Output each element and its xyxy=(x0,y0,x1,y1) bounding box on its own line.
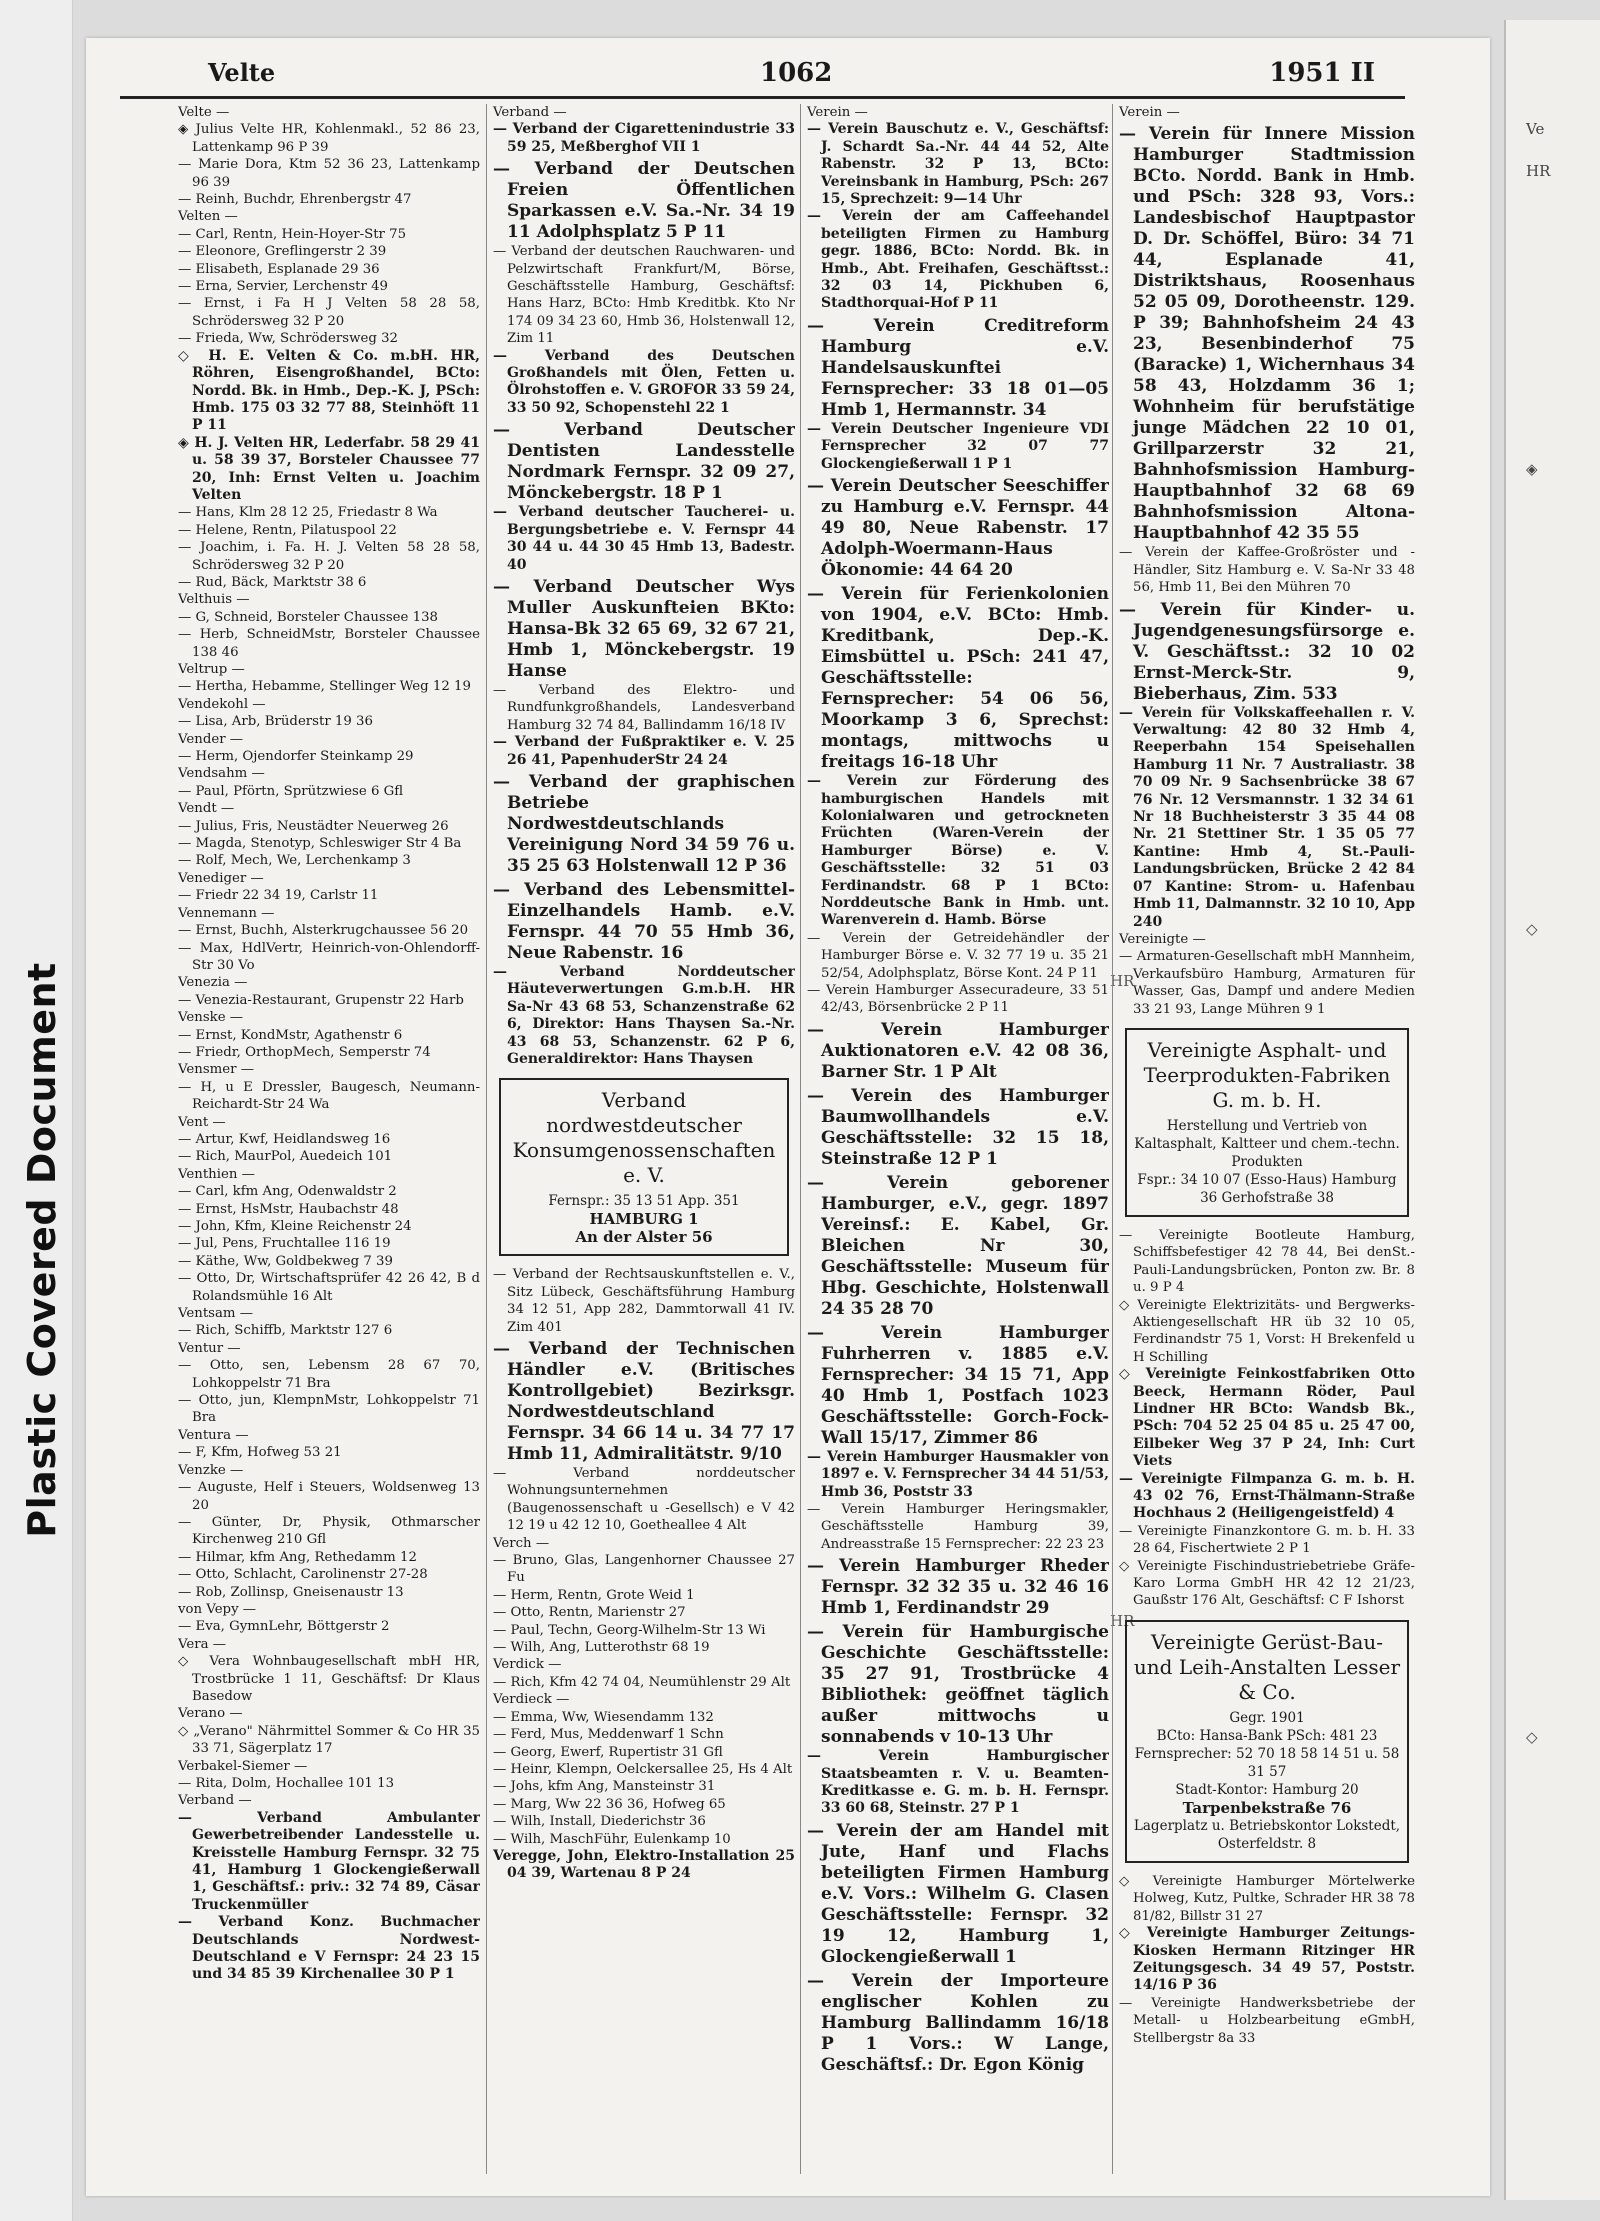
directory-entry: — G, Schneid, Borsteler Chaussee 138 xyxy=(178,609,438,625)
directory-entry: ◇ Vereinigte Hamburger Zeitungs-Kiosken Hermann Ritzinger HR Zeitungsgesch. 34 49 57, Poststr. 14/16 P 36 xyxy=(1119,1925,1415,1994)
directory-entry: — Rita, Dolm, Hochallee 101 13 xyxy=(178,1776,395,1791)
surname-heading: Vendt — xyxy=(178,801,235,817)
surname-heading: Ventsam — xyxy=(178,1306,254,1322)
surname-heading: von Vepy — xyxy=(178,1601,257,1617)
directory-entry: — H, u E Dressler, Baugesch, Neumann-Reichardt-Str 24 Wa xyxy=(178,1079,480,1113)
next-page-margin-mark: ◇ xyxy=(1526,920,1538,938)
directory-entry: — Otto, Schlacht, Carolinenstr 27-28 xyxy=(178,1567,428,1583)
directory-entry: — Wilh, Ang, Lutterothstr 68 19 xyxy=(493,1640,710,1656)
directory-entry: ◇ Vera Wohnbaugesellschaft mbH HR, Trostbrücke 1 11, Geschäftsf: Dr Klaus Basedow xyxy=(178,1654,480,1704)
directory-entry: — Johs, kfm Ang, Mansteinstr 31 xyxy=(493,1779,716,1795)
directory-entry: — Verein der Getreidehändler der Hamburger Börse e. V. 32 77 19 u. 35 21 52/54, Adolphsplatz, Börse Kont. 24 P 11 xyxy=(807,930,1109,981)
directory-entry: — Joachim, i. Fa. H. J. Velten 58 28 58, Schrödersweg 32 P 20 xyxy=(178,540,480,573)
directory-entry: — Verein Hamburger Assecuradeure, 33 51 42/43, Börsenbrücke 2 P 11 xyxy=(807,982,1109,1016)
directory-entry: — Verein für Volkskaffeehallen r. V. Verwaltung: 42 80 32 Hmb 4, Reeperbahn 154 Speisehallen Hamburg 11 Nr. 7 Australiastr. 38 70 09 Nr. 9 Sachsenbrücke 38 67 76 Nr. 12 Versmannstr. 1 32 34 61 Nr 18 Buchheisterstr 3 35 44 08 Nr. 21 Stettiner Str. 1 35 05 77 Kantine: Hmb 4, St.-Pauli-Landungsbrücken, Brücke 2 42 84 07 Kantine: Strom- u. Hafenbau Hmb 11, Dalmannstr. 32 10 10, App 240 xyxy=(1119,704,1415,930)
directory-entry: — Verein Deutscher Seeschiffer zu Hamburg e.V. Fernspr. 44 49 80, Neue Rabenstr. 17 Adolph-Woermann-Haus Ökonomie: 44 64 20 xyxy=(807,476,1109,581)
surname-heading: Ventura — xyxy=(178,1427,249,1443)
surname-heading: Vendekohl — xyxy=(178,696,266,712)
surname-heading: Venthien — xyxy=(178,1166,255,1182)
surname-heading: Verano — xyxy=(178,1706,243,1722)
directory-entry: — Vereinigte Handwerksbetriebe der Metall- u Holzbearbeitung eGmbH, Stellbergstr 8a 33 xyxy=(1119,1995,1415,2046)
directory-entry: — Wilh, MaschFühr, Eulenkamp 10 xyxy=(493,1831,731,1847)
directory-entry: ◇ Vereinigte Hamburger Mörtelwerke Holweg, Kutz, Pultke, Schrader HR 38 78 81/82, Billstr 31 27 xyxy=(1119,1873,1415,1924)
column-3 xyxy=(800,104,1109,2174)
directory-entry: — Rich, Schiffb, Marktstr 127 6 xyxy=(178,1323,393,1339)
directory-entry: — John, Kfm, Kleine Reichenstr 24 xyxy=(178,1219,412,1234)
directory-entry: — Paul, Techn, Georg-Wilhelm-Str 13 Wi xyxy=(493,1622,766,1638)
directory-entry: — Venezia-Restaurant, Grupenstr 22 Harb xyxy=(178,992,464,1008)
directory-entry: — Friedr 22 34 19, Carlstr 11 xyxy=(178,888,379,904)
advertisement-box xyxy=(1125,1028,1409,1217)
next-page-margin-mark: ◇ xyxy=(1526,1728,1538,1746)
directory-entry: — Vereinigte Bootleute Hamburg, Schiffsbefestiger 42 78 44, Bei denSt.-Pauli-Landungsbrücken, Ponton zw. Br. 8 u. 9 P 4 xyxy=(1119,1227,1415,1296)
directory-entry: — Rud, Bäck, Marktstr 38 6 xyxy=(178,574,367,590)
directory-entry: — Ernst, Buchh, Alsterkrugchaussee 56 20 xyxy=(178,923,469,939)
directory-entry: — Marie Dora, Ktm 52 36 23, Lattenkamp 96 39 xyxy=(178,157,480,190)
directory-entry: — Julius, Fris, Neustädter Neuerweg 26 xyxy=(178,818,449,834)
directory-entry: — Verein Hamburgischer Staatsbeamten r. V. u. Beamten-Kreditkasse e. G. m. b. H. Fernspr. 33 60 68, Steinstr. 27 P 1 xyxy=(807,1748,1109,1817)
directory-entry: — Verband deutscher Taucherei- u. Bergungsbetriebe e. V. Fernspr 44 30 44 u. 44 30 45 Hmb 13, Badestr. 40 xyxy=(493,504,795,573)
directory-entry: — Verband des Deutschen Großhandels mit Ölen, Fetten u. Ölrohstoffen e. V. GROFOR 33 59 24, 33 50 92, Schopenstehl 22 1 xyxy=(493,347,795,416)
directory-entry: — Armaturen-Gesellschaft mbH Mannheim, Verkaufsbüro Hamburg, Armaturen für Wasser, Gas, Dampf und andere Medien 33 21 93, Lange Mühren 9 1 xyxy=(1119,949,1415,1017)
advertisement-box xyxy=(1125,1620,1409,1863)
next-page-margin-mark: HR xyxy=(1526,162,1551,180)
advertisement-title: Vereinigte Asphalt- und Teerprodukten-Fabriken G. m. b. H. xyxy=(1143,1037,1391,1112)
surname-heading: Vender — xyxy=(178,731,244,747)
directory-entry: — Otto, Dr, Wirtschaftsprüfer 42 26 42, B d Rolandsmühle 16 Alt xyxy=(178,1271,480,1304)
directory-entry: — Verband Deutscher Dentisten Landesstelle Nordmark Fernspr. 32 09 27, Mönckebergstr. 18 P 1 xyxy=(493,420,795,504)
directory-entry: — Verband der Fußpraktiker e. V. 25 26 41, PapenhuderStr 24 24 xyxy=(493,734,795,768)
directory-entry: — Ernst, KondMstr, Agathenstr 6 xyxy=(178,1027,403,1043)
directory-entry: — Carl, Rentn, Hein-Hoyer-Str 75 xyxy=(178,226,407,242)
directory-entry: — Frieda, Ww, Schrödersweg 32 xyxy=(178,331,398,347)
plastic-covered-label: Plastic Covered Document xyxy=(20,962,64,1538)
advertisement-title: Verband nordwestdeutscher Konsumgenossenschaften e. V. xyxy=(512,1088,776,1188)
advertisement-title: Vereinigte Gerüst-Bau- und Leih-Anstalten Lesser & Co. xyxy=(1133,1629,1401,1704)
surname-heading: Venzke — xyxy=(178,1462,244,1478)
directory-entry: — Ferd, Mus, Meddenwarf 1 Schn xyxy=(493,1727,724,1743)
directory-entry: — Elisabeth, Esplanade 29 36 xyxy=(178,261,380,277)
directory-entry: — Reinh, Buchdr, Ehrenbergstr 47 xyxy=(178,192,412,208)
directory-entry: — Verband der Deutschen Freien Öffentlichen Sparkassen e.V. Sa.-Nr. 34 19 11 Adolphsplatz 5 P 11 xyxy=(493,159,795,243)
directory-entry: — Bruno, Glas, Langenhorner Chaussee 27 Fu xyxy=(493,1553,795,1586)
surname-heading: Venediger — xyxy=(178,870,264,886)
directory-entry: — Verein Hamburger Hausmakler von 1897 e. V. Fernsprecher 34 44 51/53, Hmb 36, Poststr 33 xyxy=(807,1448,1109,1500)
gutter-register-mark: HR xyxy=(1110,972,1135,990)
header-year-volume: 1951 II xyxy=(1269,58,1375,88)
directory-entry: — Emma, Ww, Wiesendamm 132 xyxy=(493,1709,714,1725)
directory-entry: ◇ Vereinigte Fischindustriebetriebe Gräfe-Karo Lorma GmbH HR 42 12 21/23, Gaußstr 176 Alt, Geschäftsf: C F Ishorst xyxy=(1119,1558,1415,1609)
directory-entry: — Hilmar, kfm Ang, Rethedamm 12 xyxy=(178,1549,417,1565)
directory-entry: — Verein für Hamburgische Geschichte Geschäftsstelle: 35 27 91, Trostbrücke 4 Bibliothek: geöffnet täglich außer mittwochs u sonnabends v 10-13 Uhr xyxy=(807,1622,1109,1748)
surname-heading: Verein — xyxy=(807,105,868,120)
directory-entry: — Verband Norddeutscher Häuteverwertungen G.m.b.H. HR Sa-Nr 43 68 53, Schanzenstraße 62 6, Direktor: Hans Thaysen Sa.-Nr. 43 68 53, Schanzenstr. 62 P 6, Generaldirektor: Hans Thaysen xyxy=(493,963,795,1067)
advertisement-box xyxy=(499,1078,789,1256)
surname-heading: Verch — xyxy=(493,1535,550,1551)
directory-entry: — Wilh, Install, Diederichstr 36 xyxy=(493,1814,706,1830)
directory-entry: — Friedr, OrthopMech, Semperstr 74 xyxy=(178,1044,431,1060)
advertisement-line: Herstellung und Vertrieb von Kaltasphalt, Kaltteer und chem.-techn. Produkten xyxy=(1134,1117,1400,1170)
surname-heading: Ventur — xyxy=(178,1340,241,1356)
directory-entry: — Verein für Innere Mission Hamburger Stadtmission BCto. Nordd. Bank in Hmb. und PSch: 328 93, Vors.: Landesbischof Hauptpastor D. Dr. Schöffel, Büro: 34 71 44, Esplanade 41, Distriktshaus, Roosenhaus 52 05 09, Dorotheenstr. 129. P 39; Bahnhofsheim 24 43 23, Besenbinderhof 75 (Baracke) 1, Wichernhaus 34 58 43, Holzdamm 36 1; Wohnheim für berufstätige junge Mädchen 22 10 01, Grillparzerstr 32 21, Bahnhofsmission Hamburg-Hauptbahnhof 32 68 69 Bahnhofsmission Altona-Hauptbahnhof 42 35 55 xyxy=(1119,124,1415,544)
surname-heading: Verband — xyxy=(178,1793,252,1809)
column-4 xyxy=(1112,104,1415,2174)
surname-heading: Velten — xyxy=(178,209,238,225)
directory-entry: Veregge, John, Elektro-Installation 25 04 39, Wartenau 8 P 24 xyxy=(493,1847,795,1882)
directory-entry: — Magda, Stenotyp, Schleswiger Str 4 Ba xyxy=(178,836,462,852)
surname-heading: Vensmer — xyxy=(178,1062,254,1078)
directory-entry: — Verein für Kinder- u. Jugendgenesungsfürsorge e. V. Geschäftsst.: 32 10 02 Ernst-Merck-Str. 9, Bieberhaus, Zim. 533 xyxy=(1119,599,1415,704)
surname-heading: Vennemann — xyxy=(178,905,275,921)
directory-entry: — Käthe, Ww, Goldbekweg 7 39 xyxy=(178,1253,393,1269)
directory-entry: — Verein der am Caffeehandel beteiligten Firmen zu Hamburg gegr. 1886, BCto: Nordd. Bk. in Hmb., Abt. Freihafen, Geschäftsst.: 32 03 14, Pickhuben 6, Stadthorquai-Hof P 11 xyxy=(807,208,1109,312)
surname-heading: Vendsahm — xyxy=(178,766,265,782)
directory-entry: — Verein Bauschutz e. V., Geschäftsf: J. Schardt Sa.-Nr. 44 44 52, Alte Rabenstr. 32 P 13, BCto: Vereinsbank in Hamburg, PSch: 267 15, Sprechzeit: 9—14 Uhr xyxy=(807,121,1109,208)
directory-entry: — Verein zur Förderung des hamburgischen Handels mit Kolonialwaren und getrockneten Früchten (Waren-Verein der Hamburger Börse) e. V. Geschäftsstelle: 32 51 03 Ferdinandstr. 68 P 1 BCto: Norddeutsche Bank in Hmb. unt. Warenverein d. Hamb. Börse xyxy=(807,773,1109,929)
surname-heading: Veltrup — xyxy=(178,662,245,677)
directory-entry: — Herb, SchneidMstr, Borsteler Chaussee 138 46 xyxy=(178,627,480,660)
header-page-number: 1062 xyxy=(760,58,833,88)
directory-entry: — Verein Deutscher Ingenieure VDI Fernsprecher 32 07 77 Glockengießerwall 1 P 1 xyxy=(807,420,1109,472)
advertisement-line: Stadt-Kontor: Hamburg 20 xyxy=(1175,1781,1359,1798)
directory-entry: ◇ „Verano" Nährmittel Sommer & Co HR 35 33 71, Sägerplatz 17 xyxy=(178,1723,480,1757)
directory-entry: — Verein Creditreform Hamburg e.V. Handelsauskunftei Fernsprecher: 33 18 01—05 Hmb 1, Hermannstr. 34 xyxy=(807,315,1109,420)
directory-entry: — Helene, Rentn, Pilatuspool 22 xyxy=(178,522,397,538)
directory-entry: — Eva, GymnLehr, Böttgerstr 2 xyxy=(178,1619,390,1635)
directory-entry: — Verband Ambulanter Gewerbetreibender Landesstelle u. Kreisstelle Hamburg Fernspr. 32 75 41, Hamburg 1 Glockengießerwall 1, Geschäftsf.: priv.: 32 74 89, Cäsar Truckenmüller xyxy=(178,1809,480,1913)
advertisement-line: An der Alster 56 xyxy=(575,1228,713,1247)
directory-entry: — Verein der Kaffee-Großröster und -Händler, Sitz Hamburg e. V. Sa-Nr 33 48 56, Hmb 11, Bei den Mühren 70 xyxy=(1119,545,1415,596)
advertisement-line: Gegr. 1901 xyxy=(1229,1709,1305,1726)
directory-entry: — Verband der Rechtsauskunftstellen e. V., Sitz Lübeck, Geschäftsführung Hamburg 34 12 51, App 282, Dammtorwall 41 IV. Zim 401 xyxy=(493,1267,795,1335)
directory-entry: — Jul, Pens, Fruchtallee 116 19 xyxy=(178,1236,391,1252)
directory-entry: — Rolf, Mech, We, Lerchenkamp 3 xyxy=(178,853,411,869)
directory-entry: — Herm, Rentn, Grote Weid 1 xyxy=(493,1587,695,1603)
next-page-margin-mark: ◈ xyxy=(1526,460,1538,478)
directory-entry: — Otto, Rentn, Marienstr 27 xyxy=(493,1605,686,1621)
page-header xyxy=(120,56,1405,99)
directory-entry: — Vereinigte Filmpanza G. m. b. H. 43 02 76, Ernst-Thälmann-Straße Hochhaus 2 (Heiligengeistfeld) 4 xyxy=(1119,1470,1415,1522)
directory-entry: — Auguste, Helf i Steuers, Woldsenweg 13 20 xyxy=(178,1480,480,1513)
directory-entry: — Otto, jun, KlempnMstr, Lohkoppelstr 71 Bra xyxy=(178,1393,480,1426)
directory-entry: — Verband des Lebensmittel-Einzelhandels Hamb. e.V. Fernspr. 44 70 55 Hmb 36, Neue Rabenstr. 16 xyxy=(493,879,795,963)
directory-entry: — Verein Hamburger Auktionatoren e.V. 42 08 36, Barner Str. 1 P Alt xyxy=(807,1019,1109,1082)
directory-entry: — Rob, Zollinsp, Gneisenaustr 13 xyxy=(178,1584,404,1600)
directory-entry: — Verband der graphischen Betriebe Nordwestdeutschlands Vereinigung Nord 34 59 76 u. 35 25 63 Holstenwall 12 P 36 xyxy=(493,771,795,876)
next-page-edge xyxy=(1504,20,1600,2200)
directory-entry: — Eleonore, Greflingerstr 2 39 xyxy=(178,244,387,260)
directory-entry: — Lisa, Arb, Brüderstr 19 36 xyxy=(178,714,373,730)
gutter-register-mark: HR xyxy=(1110,1612,1135,1630)
directory-entry: — Verband der Cigarettenindustrie 33 59 25, Meßberghof VII 1 xyxy=(493,121,795,155)
next-page-margin-mark: Ve xyxy=(1526,120,1545,138)
directory-entry: — Hertha, Hebamme, Stellinger Weg 12 19 xyxy=(178,679,471,695)
directory-entry: — Verein Hamburger Fuhrherren v. 1885 e.V. Fernsprecher: 34 15 71, App 40 Hmb 1, Postfach 1023 Geschäftsstelle: Gorch-Fock-Wall 15/17, Zimmer 86 xyxy=(807,1322,1109,1448)
directory-entry: — Vereinigte Finanzkontore G. m. b. H. 33 28 64, Fischertwiete 2 P 1 xyxy=(1119,1523,1415,1557)
directory-entry: — Rich, MaurPol, Auedeich 101 xyxy=(178,1149,393,1165)
advertisement-line: Fernspr.: 35 13 51 App. 351 xyxy=(548,1193,740,1210)
advertisement-line: HAMBURG 1 xyxy=(589,1210,699,1229)
header-surname: Velte xyxy=(208,58,276,87)
directory-entry: ◈ H. J. Velten HR, Lederfabr. 58 29 41 u. 58 39 37, Borsteler Chaussee 77 20, Inh: Ernst Velten u. Joachim Velten xyxy=(178,434,480,503)
directory-entry: ◇ Vereinigte Feinkostfabriken Otto Beeck, Hermann Röder, Paul Lindner HR BCto: Wandsb Bk., PSch: 704 52 25 04 85 u. 25 47 00, Eilbeker Weg 37 P 24, Inh: Curt Viets xyxy=(1119,1366,1415,1470)
directory-entry: — Verein geborener Hamburger, e.V., gegr. 1897 Vereinsf.: E. Kabel, Gr. Bleichen Nr 30, Geschäftsstelle: Museum für Hbg. Geschichte, Holstenwall 24 35 28 70 xyxy=(807,1172,1109,1319)
surname-heading: Verdieck — xyxy=(493,1692,570,1708)
directory-entry: — Otto, sen, Lebensm 28 67 70, Lohkoppelstr 71 Bra xyxy=(178,1358,480,1391)
surname-heading: Velthuis — xyxy=(178,592,250,608)
directory-entry: — Verein Hamburger Heringsmakler, Geschäftsstelle Hamburg 39, Andreasstraße 15 Fernsprecher: 22 23 23 xyxy=(807,1502,1109,1552)
directory-entry: — Ernst, i Fa H J Velten 58 28 58, Schrödersweg 32 P 20 xyxy=(178,296,480,329)
directory-entry: ◇ H. E. Velten & Co. m.bH. HR, Röhren, Eisengroßhandel, BCto: Nordd. Bk. in Hmb., Dep.-K. J, PSch: Hmb. 175 03 32 77 88, Steinhöft 11 P 11 xyxy=(178,347,480,434)
directory-entry: — Verband Konz. Buchmacher Deutschlands Nordwest-Deutschland e V Fernspr: 24 23 15 und 34 85 39 Kirchenallee 30 P 1 xyxy=(178,1914,480,1983)
surname-heading: Verband — xyxy=(493,105,567,120)
surname-heading: Velte — xyxy=(178,105,230,120)
directory-entry: — Hans, Klm 28 12 25, Friedastr 8 Wa xyxy=(178,505,438,521)
advertisement-line: Fspr.: 34 10 07 (Esso-Haus) Hamburg 36 Gerhofstraße 38 xyxy=(1137,1171,1397,1206)
directory-entry: — Verband der Technischen Händler e.V. (Britisches Kontrollgebiet) Bezirksgr. Nordwestdeutschland Fernspr. 34 66 14 u. 34 77 17 Hmb 11, Admiralitätstr. 9/10 xyxy=(493,1339,795,1464)
directory-entry: — Verband des Elektro- und Rundfunkgroßhandels, Landesverband Hamburg 32 74 84, Ballindamm 16/18 IV xyxy=(493,682,795,733)
directory-entry: — Verein der Importeure englischer Kohlen zu Hamburg Ballindamm 16/18 P 1 Vors.: W Lange, Geschäftsf.: Dr. Egon König xyxy=(807,1970,1109,2075)
directory-entry: — Georg, Ewerf, Rupertistr 31 Gfl xyxy=(493,1744,723,1760)
advertisement-line: Lagerplatz u. Betriebskontor Lokstedt, Osterfeldstr. 8 xyxy=(1133,1817,1401,1852)
directory-entry: — Marg, Ww 22 36 36, Hofweg 65 xyxy=(493,1796,726,1812)
surname-heading: Vereinigte — xyxy=(1119,931,1206,947)
directory-entry: — Max, HdlVertr, Heinrich-von-Ohlendorff-Str 30 Vo xyxy=(178,940,480,973)
surname-heading: Venezia — xyxy=(178,975,248,991)
advertisement-line: Tarpenbekstraße 76 xyxy=(1182,1798,1352,1817)
directory-entry: — Artur, Kwf, Heidlandsweg 16 xyxy=(178,1131,391,1147)
scanner-margin-strip xyxy=(0,0,73,2221)
column-1 xyxy=(178,104,480,2174)
directory-entry: ◇ Vereinigte Elektrizitäts- und Bergwerks-Aktiengesellschaft HR üb 32 10 05, Ferdinandstr 75 1, Vorst: H Brekenfeld u H Schilling xyxy=(1119,1297,1415,1365)
directory-entry: — Heinr, Klempn, Oelckersallee 25, Hs 4 Alt xyxy=(493,1761,793,1777)
directory-entry: — Verein des Hamburger Baumwollhandels e.V. Geschäftsstelle: 32 15 18, Steinstraße 12 P 1 xyxy=(807,1085,1109,1169)
surname-heading: Vent — xyxy=(178,1114,226,1130)
directory-entry: — Verein für Ferienkolonien von 1904, e.V. BCto: Hmb. Kreditbank, Dep.-K. Eimsbüttel u. PSch: 241 47, Geschäftsstelle: Fernsprecher: 54 06 56, Moorkamp 3 6, Sprechst: montags, mittwochs u freitags 16-18 Uhr xyxy=(807,584,1109,773)
directory-entry: — Verband norddeutscher Wohnungsunternehmen (Baugenossenschaft u -Gesellsch) e V 42 12 19 u 42 12 10, Goetheallee 4 Alt xyxy=(493,1466,795,1534)
surname-heading: Verbakel-Siemer — xyxy=(178,1758,308,1774)
directory-entry: — Rich, Kfm 42 74 04, Neumühlenstr 29 Alt xyxy=(493,1674,791,1690)
surname-heading: Venske — xyxy=(178,1010,244,1026)
directory-entry: ◈ Julius Velte HR, Kohlenmakl., 52 86 23, Lattenkamp 96 P 39 xyxy=(178,122,480,155)
directory-entry: — Verband der deutschen Rauchwaren- und Pelzwirtschaft Frankfurt/M, Börse, Geschäftsstelle Hamburg, Geschäftsf: Hans Harz, BCto: Hmb Kreditbk. Kto Nr 174 09 34 23 60, Hmb 36, Holstenwall 12, Zim 11 xyxy=(493,244,795,347)
directory-entry: — Herm, Ojendorfer Steinkamp 29 xyxy=(178,749,414,765)
directory-entry: — Ernst, HsMstr, Haubachstr 48 xyxy=(178,1201,399,1217)
column-2 xyxy=(486,104,795,2174)
directory-entry: — F, Kfm, Hofweg 53 21 xyxy=(178,1445,342,1461)
surname-heading: Verdick — xyxy=(493,1657,562,1673)
advertisement-line: BCto: Hansa-Bank PSch: 481 23 Fernsprecher: 52 70 18 58 14 51 u. 58 31 57 xyxy=(1134,1727,1400,1780)
directory-entry: — Verband Deutscher Wys Muller Auskunfteien BKto: Hansa-Bk 32 65 69, 32 67 21, Hmb 1, Mönckebergstr. 19 Hanse xyxy=(493,576,795,681)
surname-heading: Verein — xyxy=(1119,105,1180,120)
directory-entry: — Carl, kfm Ang, Odenwaldstr 2 xyxy=(178,1184,397,1200)
surname-heading: Vera — xyxy=(178,1636,227,1652)
directory-entry: — Verein Hamburger Rheder Fernspr. 32 32 35 u. 32 46 16 Hmb 1, Ferdinandstr 29 xyxy=(807,1556,1109,1619)
directory-entry: — Verein der am Handel mit Jute, Hanf und Flachs beteiligten Firmen Hamburg e.V. Vors.: Wilhelm G. Clasen Geschäftsstelle: Fernspr. 32 19 12, Hamburg 1, Glockengießerwall 1 xyxy=(807,1820,1109,1967)
directory-entry: — Paul, Pförtn, Sprützwiese 6 Gfl xyxy=(178,783,404,799)
directory-entry: — Günter, Dr, Physik, Othmarscher Kirchenweg 210 Gfl xyxy=(178,1514,480,1548)
directory-entry: — Erna, Servier, Lerchenstr 49 xyxy=(178,279,389,295)
